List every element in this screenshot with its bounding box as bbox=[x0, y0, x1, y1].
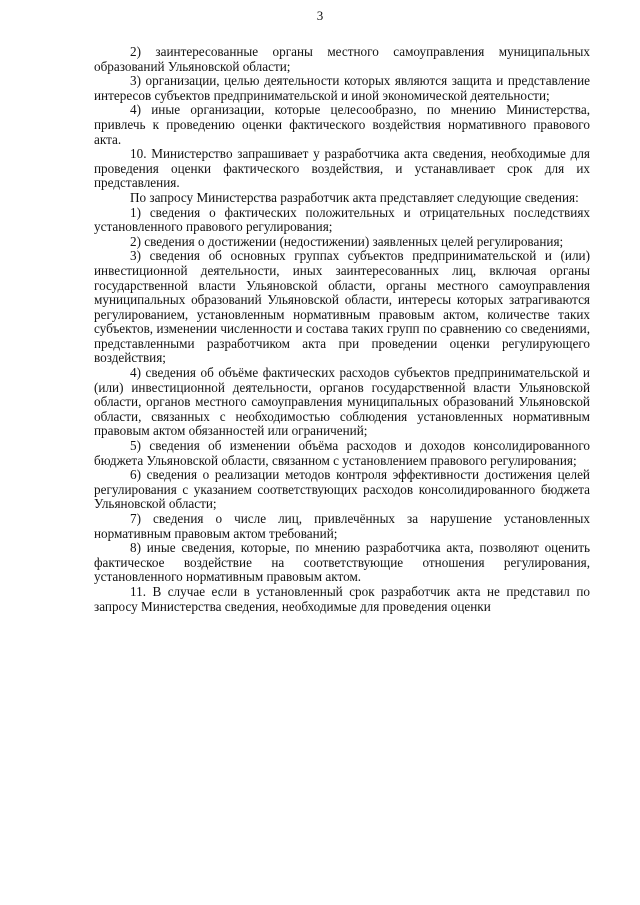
paragraph: 2) сведения о достижении (недостижении) заявленных целей регулирования; bbox=[130, 233, 564, 249]
page-number: 3 bbox=[316, 8, 324, 23]
paragraph: 8) иные сведения, которые, по мнению разработчика акта, позволяют оценить фактическое воздействие на соответствующие отношения регулирования, установленного нормативным правовым актом. bbox=[94, 540, 590, 585]
paragraph: 11. В случае если в установленный срок разработчик акта не представил по запросу Министерства сведения, необходимые для проведения оценки bbox=[94, 583, 590, 614]
paragraph: 6) сведения о реализации методов контроля эффективности достижения целей регулирования с указанием соответствующих расходов консолидированного бюджета Ульяновской области; bbox=[94, 467, 590, 512]
paragraph: 4) иные организации, которые целесообразно, по мнению Министерства, привлечь к проведению оценки фактического воздействия нормативного правового акта. bbox=[94, 102, 590, 147]
paragraph: 10. Министерство запрашивает у разработчика акта сведения, необходимые для проведения оценки фактического воздействия, и устанавливает срок для их представления. bbox=[94, 146, 590, 191]
paragraph: 4) сведения об объёме фактических расходов субъектов предпринимательской и (или) инвестиционной деятельности, органов государственной власти Ульяновской области, органов местного самоуправления муниципальных образований Ульяновской области, связанных с необходимостью соблюдения установленных нормативным правовым актом обязанностей или ограничений; bbox=[94, 365, 590, 439]
paragraph: 2) заинтересованные органы местного самоуправления муниципальных образований Ульяновской области; bbox=[94, 44, 590, 74]
paragraph: 1) сведения о фактических положительных и отрицательных последствиях установленного правового регулирования; bbox=[94, 204, 590, 235]
paragraph: 3) организации, целью деятельности которых являются защита и представление интересов субъектов предпринимательской и иной экономической деятельности; bbox=[94, 73, 590, 103]
paragraph: По запросу Министерства разработчик акта представляет следующие сведения: bbox=[130, 189, 579, 205]
paragraph: 3) сведения об основных группах субъектов предпринимательской и (или) инвестиционной деятельности, иных заинтересованных лиц, включая органы государственной власти Ульяновской области, органы местного самоуправления муниципальных образований Ульяновской области, интересы которых затрагиваются регулированием, установленным нормативным правовым актом, количестве таких субъектов, изменении численности и состава таких групп по сравнению со сведениями, представленными разработчиком акта при проведении оценки регулирующего воздействия; bbox=[94, 248, 590, 366]
paragraph: 7) сведения о числе лиц, привлечённых за нарушение установленных нормативным правовым актом требований; bbox=[94, 511, 590, 541]
document-body bbox=[94, 45, 590, 614]
paragraph: 5) сведения об изменении объёма расходов и доходов консолидированного бюджета Ульяновской области, связанном с установлением правового регулирования; bbox=[94, 438, 590, 468]
